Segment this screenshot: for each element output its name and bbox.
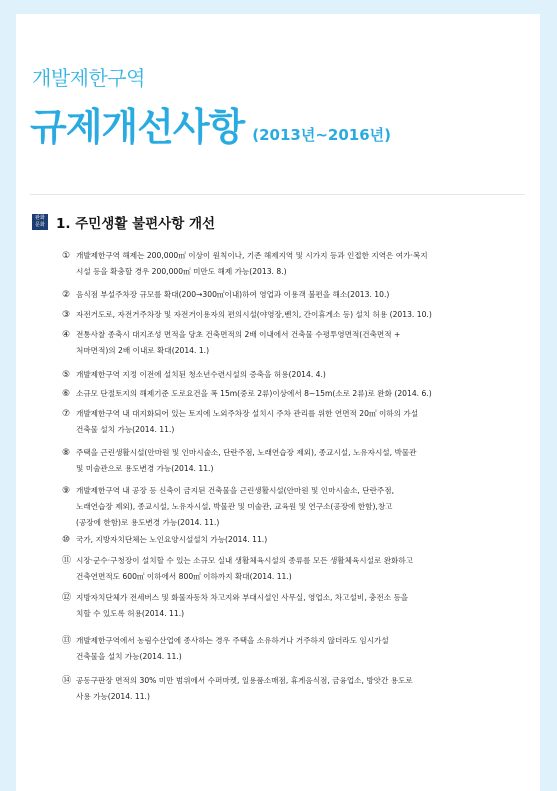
- item-number: ⑬: [62, 636, 72, 646]
- list-item: [62, 445, 502, 477]
- list-item: [62, 532, 502, 548]
- item-text: 공동구판장 면적의 30% 미만 범위에서 수퍼마켓, 일용품소매점, 휴게음식점, 금융업소, 방앗간 용도로 사용 가능(2014. 11.): [76, 676, 413, 701]
- item-text: 음식점 부설주차장 규모를 확대(200→300㎡이내)하여 영업과 이용객 불편을 해소(2013. 10.): [76, 290, 390, 299]
- item-number: ⑧: [62, 448, 71, 458]
- badge-line2: 문화: [35, 222, 45, 228]
- list-item: [62, 553, 502, 585]
- list-item: [62, 386, 502, 402]
- header-subtitle: 개발제한구역: [32, 66, 145, 90]
- title-years: (2013년~2016년): [252, 126, 392, 144]
- badge-line1: 완화: [35, 215, 45, 221]
- item-text: 국가, 지방자치단체는 노인요양시설설치 가능(2014. 11.): [76, 535, 268, 544]
- item-number: ⑩: [62, 535, 71, 545]
- item-number: ②: [62, 290, 71, 300]
- item-number: ⑪: [62, 556, 72, 566]
- item-text: 개발제한구역에서 농림수산업에 종사하는 경우 주택을 소유하거나 거주하지 않더라도 임시가설 건축물을 설치 가능(2014. 11.): [76, 636, 389, 661]
- item-number: ④: [62, 330, 71, 340]
- list-item: [62, 307, 502, 323]
- list-item: [62, 327, 502, 359]
- divider: [30, 194, 525, 195]
- title-text: 규제개선사항: [30, 105, 245, 149]
- item-text: 자전거도로, 자전거주차장 및 자전거이용자의 편의시설(야영장,벤치, 간이휴게소 등) 설치 허용 (2013. 10.): [76, 310, 432, 319]
- item-text: 개발제한구역 내 대지화되어 있는 토지에 노외주차장 설치시 주차 관리를 위한 연면적 20㎡ 이하의 가설 건축물 설치 가능(2014. 11.): [76, 409, 419, 434]
- page-title: [30, 96, 391, 151]
- list-item: [62, 248, 502, 280]
- item-text: 개발제한구역 내 공장 등 신축이 금지된 건축물을 근린생활시설(안마원 및 인마시술소, 단란주점, 노래연습장 제외), 종교시설, 노유자시설, 박물관 및 미술관, 교육원 및 연구소(공장에 한함),창고 (공장에 한함)로 용도변경 가능(2014. 11.): [76, 486, 395, 527]
- item-number: ⑥: [62, 389, 71, 399]
- item-text: 주택을 근린생활시설(안마원 및 인마시술소, 단란주점, 노래연습장 제외), 종교시설, 노유자시설, 박물관 및 미술관으로 용도변경 가능(2014. 11.): [76, 448, 417, 473]
- item-text: 전통사찰 종축시 대지조성 면적을 당초 건축면적의 2배 이내에서 건축물 수평투영면적(건축면적 + 처마면적)의 2배 이내로 확대(2014. 1.): [76, 330, 401, 355]
- list-item: [62, 483, 502, 531]
- list-item: [62, 673, 502, 705]
- item-number: ⑭: [62, 676, 72, 686]
- item-number: ⑫: [62, 593, 72, 603]
- list-item: [62, 590, 502, 622]
- list-item: [62, 633, 502, 665]
- list-item: [62, 367, 502, 383]
- item-number: ⑦: [62, 409, 71, 419]
- section-badge-icon: [32, 214, 48, 230]
- item-number: ⑤: [62, 370, 71, 380]
- item-text: 지방자치단체가 전세버스 및 화물자동차 차고지와 부대시설인 사무실, 영업소, 차고설비, 충전소 등을 치할 수 있도록 허용(2014. 11.): [76, 593, 409, 618]
- item-text: 소규모 단절토지의 해제기준 도로요건을 폭 15m(중로 2류)이상에서 8~15m(소로 2류)로 완화 (2014. 6.): [76, 389, 432, 398]
- section-heading: [32, 212, 215, 232]
- item-number: ①: [62, 251, 71, 261]
- item-text: 시장·군수·구청장이 설치할 수 있는 소규모 실내 생활체육시설의 종류를 모든 생활체육시설로 완화하고 건축연면적도 600㎡ 이하에서 800㎡ 이하까지 확대(2014. 11.): [76, 556, 414, 581]
- item-text: 개발제한구역 지정 이전에 설치된 청소년수련시설의 증축을 허용(2014. 4.): [76, 370, 326, 379]
- list-item: [62, 406, 502, 438]
- item-number: ③: [62, 310, 71, 320]
- list-item: [62, 287, 502, 303]
- item-text: 개발제한구역 해제는 200,000㎡ 이상이 원칙이나, 기존 해제지역 및 시가지 등과 인접한 지역은 여가·복지 시설 등을 확충할 경우 200,000㎡ 미만도 해제 가능(2013. 8.): [76, 251, 428, 276]
- item-number: ⑨: [62, 486, 71, 496]
- section-title: 1. 주민생활 불편사항 개선: [56, 216, 216, 232]
